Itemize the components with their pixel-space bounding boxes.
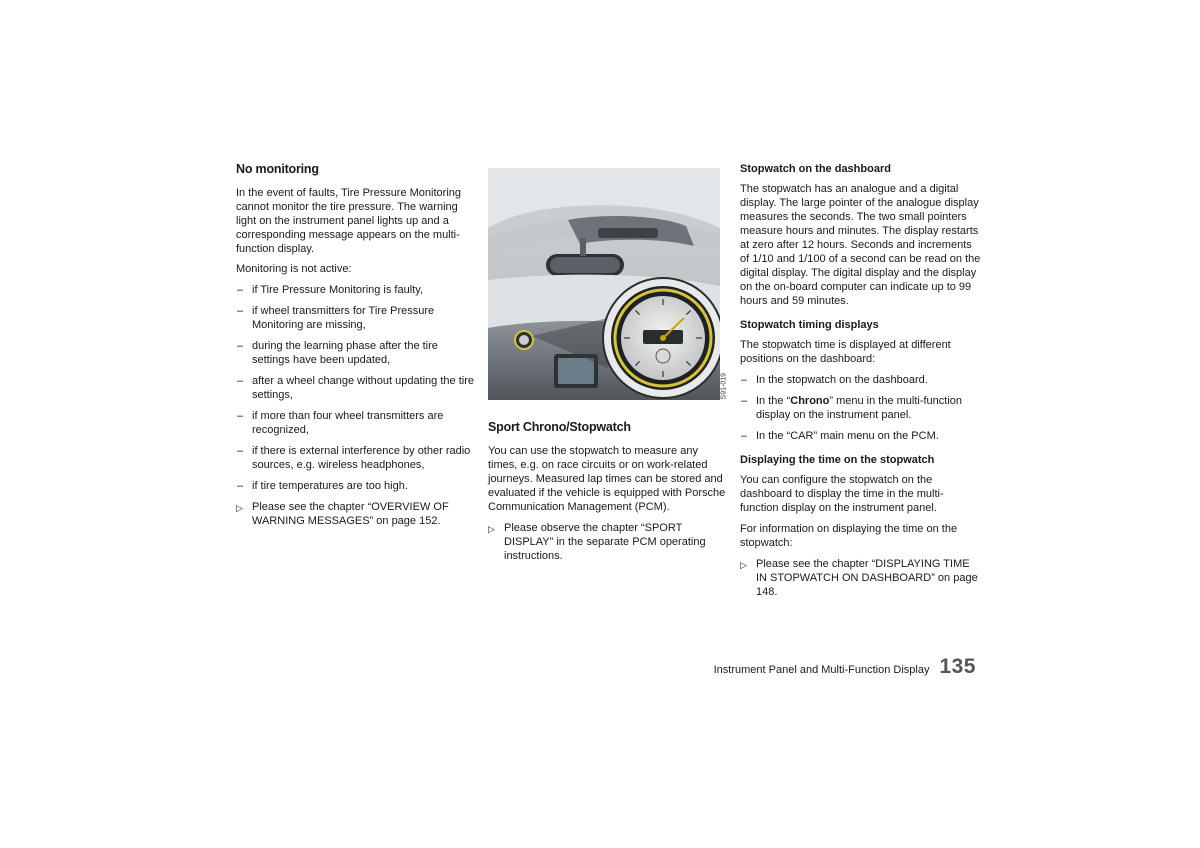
- list-item: – In the “CAR” main menu on the PCM.: [741, 430, 939, 442]
- list-item: – if wheel transmitters for Tire Pressure Monitoring are missing,: [237, 305, 435, 331]
- dash-marker: –: [741, 430, 748, 442]
- image-reference-code: S91-019: [720, 373, 727, 400]
- triangle-bullet-icon: ▷: [488, 524, 495, 534]
- list-item: – if more than four wheel transmitters are recognized,: [237, 410, 444, 436]
- note-item: ▷ Please see the chapter “OVERVIEW OF WARNING MESSAGES” on page 152.: [236, 501, 449, 527]
- paragraph-information: For information on displaying the time on the stopwatch:: [740, 523, 958, 549]
- heading-stopwatch-dashboard: Stopwatch on the dashboard: [740, 163, 891, 175]
- list-item: – during the learning phase after the tire settings have been updated,: [237, 340, 438, 366]
- triangle-bullet-icon: ▷: [740, 560, 747, 570]
- note-item: ▷ Please see the chapter “DISPLAYING TIME IN STOPWATCH ON DASHBOARD” on page 148.: [740, 558, 978, 598]
- paragraph-timing-positions: The stopwatch time is displayed at different positions on the dashboard:: [740, 339, 951, 365]
- heading-no-monitoring: No monitoring: [236, 162, 319, 176]
- note-list: [488, 521, 728, 563]
- paragraph-not-active: Monitoring is not active:: [236, 263, 352, 275]
- list-item: – if there is external interference by other radio sources, e.g. wireless headphones,: [237, 445, 471, 471]
- dash-marker: –: [741, 395, 748, 407]
- column-middle: [488, 162, 728, 563]
- page-number: 135: [939, 655, 976, 678]
- note-list: [740, 557, 982, 599]
- list-item: – In the stopwatch on the dashboard.: [741, 374, 928, 386]
- paragraph-faults: In the event of faults, Tire Pressure Monitoring cannot monitor the tire pressure. The warning light on the instrument panel lights up and a corresponding message appears on the multi-function display.: [236, 187, 462, 255]
- triangle-bullet-icon: ▷: [236, 503, 243, 513]
- dash-marker: –: [237, 305, 244, 317]
- dash-marker: –: [237, 410, 244, 422]
- timing-positions-list: [740, 373, 982, 443]
- dashboard-illustration: [488, 168, 720, 400]
- dash-marker: –: [237, 445, 244, 457]
- column-left: [236, 162, 476, 528]
- dashboard-stopwatch-photo: [488, 168, 727, 400]
- list-item: – after a wheel change without updating the tire settings,: [237, 375, 474, 401]
- dash-marker: –: [237, 340, 244, 352]
- list-item: – In the “Chrono” menu in the multi-function display on the instrument panel.: [741, 395, 963, 421]
- list-item: – if Tire Pressure Monitoring is faulty,: [237, 284, 423, 296]
- paragraph-stopwatch-description: The stopwatch has an analogue and a digital display. The large pointer of the analogue display measures the seconds. The two small pointers measure hours and minutes. The display restarts at zero after 12 hours. Seconds and increments of 1/10 and 1/100 of a second can be read on the digital display. The digital display and the display on the on-board computer can indicate up to 99 hours and 59 minutes.: [740, 183, 981, 307]
- dash-marker: –: [237, 375, 244, 387]
- dash-marker: –: [237, 284, 244, 296]
- column-right: [740, 162, 982, 599]
- paragraph-configure-time: You can configure the stopwatch on the dashboard to display the time in the multi-function display on the instrument panel.: [740, 474, 944, 514]
- heading-displaying-time: Displaying the time on the stopwatch: [740, 454, 935, 466]
- section-title: Instrument Panel and Multi-Function Display: [713, 664, 930, 676]
- paragraph-stopwatch-use: You can use the stopwatch to measure any times, e.g. on race circuits or on work-related journeys. Measured lap times can be stored and evaluated if the vehicle is equipped with Porsche Communication Management (PCM).: [488, 445, 726, 513]
- chrono-menu-term: Chrono: [790, 395, 830, 407]
- page-footer: [713, 655, 976, 678]
- dash-marker: –: [237, 480, 244, 492]
- dash-marker: –: [741, 374, 748, 386]
- heading-timing-displays: Stopwatch timing displays: [740, 319, 879, 331]
- monitoring-conditions-list: [236, 283, 476, 528]
- heading-sport-chrono: Sport Chrono/Stopwatch: [488, 420, 631, 434]
- list-item: – if tire temperatures are too high.: [237, 480, 408, 492]
- note-item: ▷ Please observe the chapter “SPORT DISPLAY” in the separate PCM operating instructions.: [488, 522, 706, 562]
